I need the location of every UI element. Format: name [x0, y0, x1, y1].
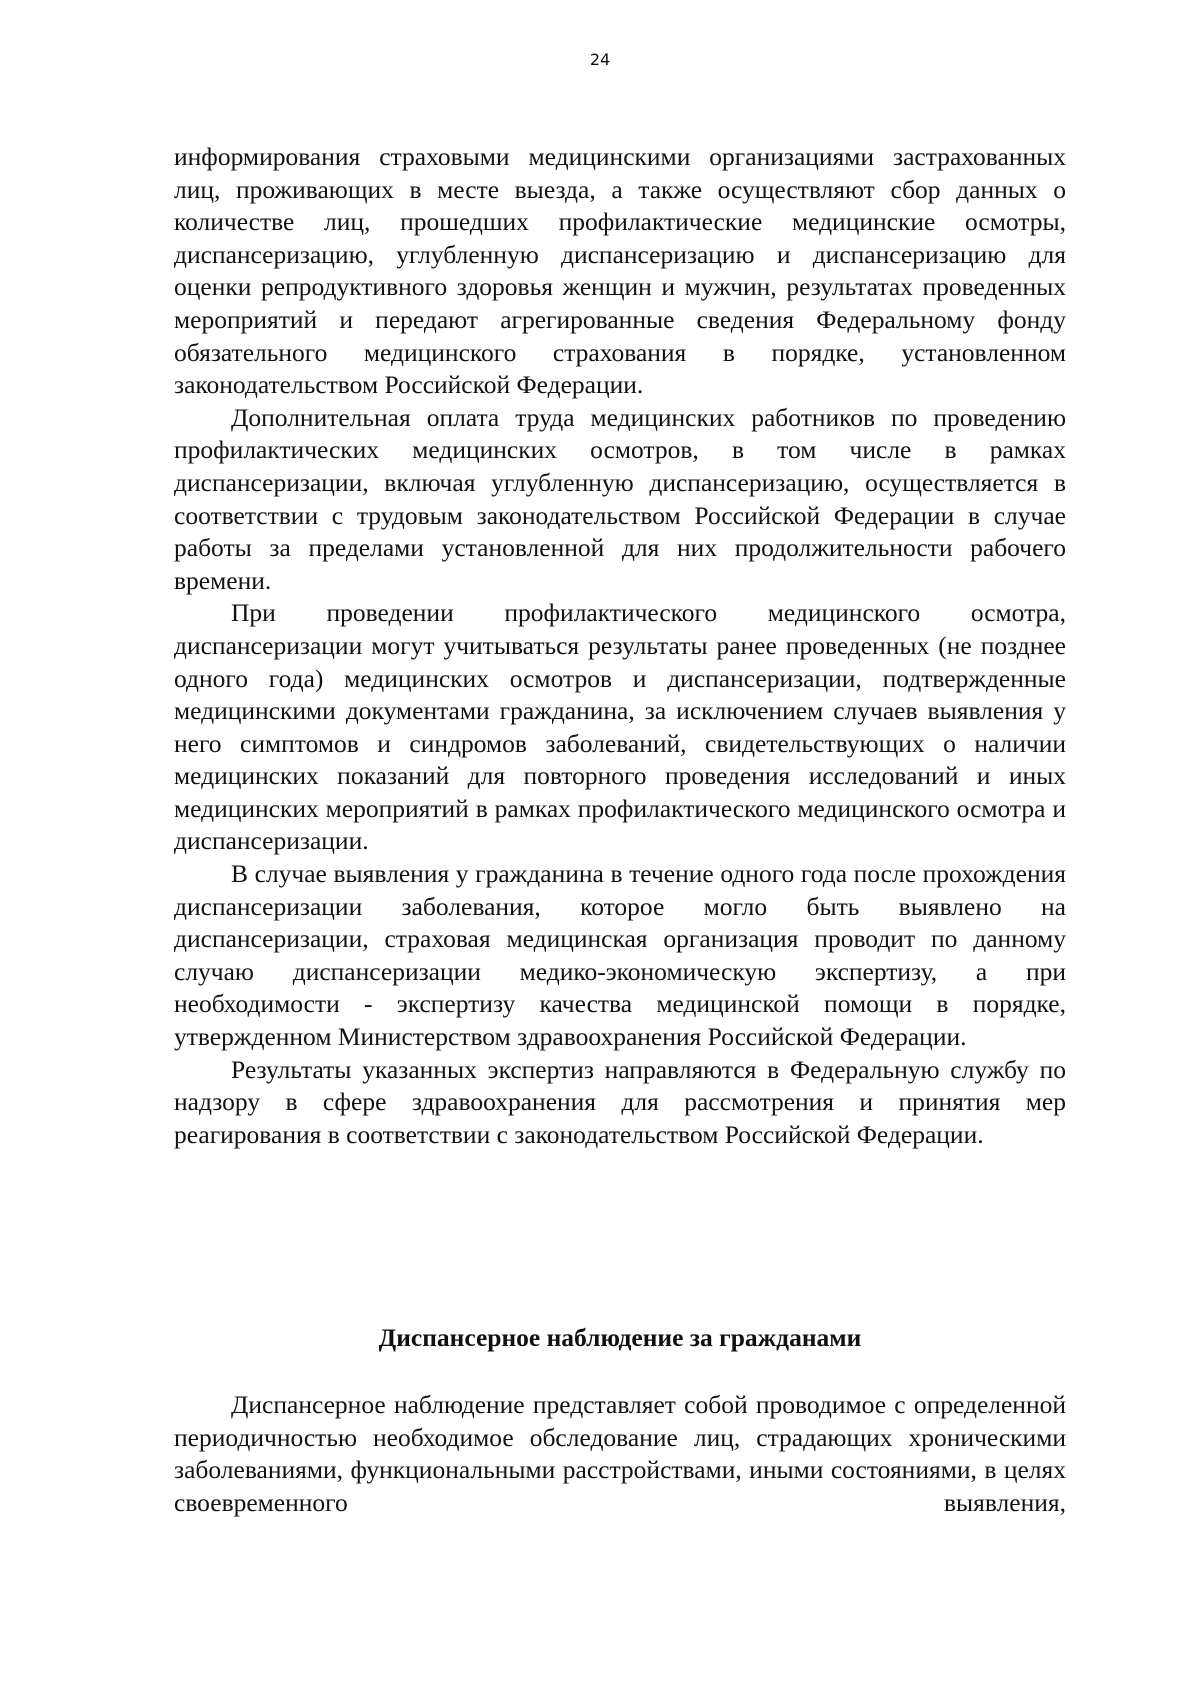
paragraph-expertise-results: Результаты указанных экспертиз направляются в Федеральную службу по надзору в сфере здравоохранения для рассмотрения и принятия мер реагирования в соответствии с законодательством Российской Федерации.	[174, 1054, 1066, 1149]
paragraph-expertise: В случае выявления у гражданина в течение одного года после прохождения диспансеризации заболевания, которое могло быть выявлено на диспансеризации, страховая медицинская организация проводит по данному случаю диспансеризации медико-экономическую экспертизу, а при необходимости - экспертизу качества медицинской помощи в порядке, утвержденном Министерством здравоохранения Российской Федерации.	[174, 859, 1066, 1052]
section-heading: Диспансерное наблюдение за гражданами	[378, 1323, 862, 1352]
paragraph-continuation: информирования страховыми медицинскими организациями застрахованных лиц, проживающих в месте выезда, а также осуществляют сбор данных о количестве лиц, прошедших профилактические медицинские осмотры, диспансеризацию, углубленную диспансеризацию и диспансеризацию для оценки репродуктивного здоровья женщин и мужчин, результатах проведенных мероприятий и передают агрегированные сведения Федеральному фонду обязательного медицинского страхования в порядке, установленном законодательством Российской Федерации.	[174, 142, 1066, 400]
paragraph-additional-pay: Дополнительная оплата труда медицинских работников по проведению профилактических медицинских осмотров, в том числе в рамках диспансеризации, включая углубленную диспансеризацию, осуществляется в соответствии с трудовым законодательством Российской Федерации в случае работы за пределами установленной для них продолжительности рабочего времени.	[174, 402, 1066, 595]
paragraph-dispensary-observation: Диспансерное наблюдение представляет собой проводимое с определенной периодичностью необходимое обследование лиц, страдающих хроническими заболеваниями, функциональными расстройствами, иными состояниями, в целях своевременного выявления,	[174, 1390, 1066, 1517]
body-text	[174, 141, 1066, 1151]
page-number: 24	[589, 50, 611, 69]
section-text	[174, 1389, 1066, 1519]
paragraph-previous-results: При проведении профилактического медицинского осмотра, диспансеризации могут учитываться результаты ранее проведенных (не позднее одного года) медицинских осмотров и диспансеризации, подтвержденные медицинскими документами гражданина, за исключением случаев выявления у него симптомов и синдромов заболеваний, свидетельствующих о наличии медицинских показаний для повторного проведения исследований и иных медицинских мероприятий в рамках профилактического медицинского осмотра и диспансеризации.	[174, 598, 1066, 856]
